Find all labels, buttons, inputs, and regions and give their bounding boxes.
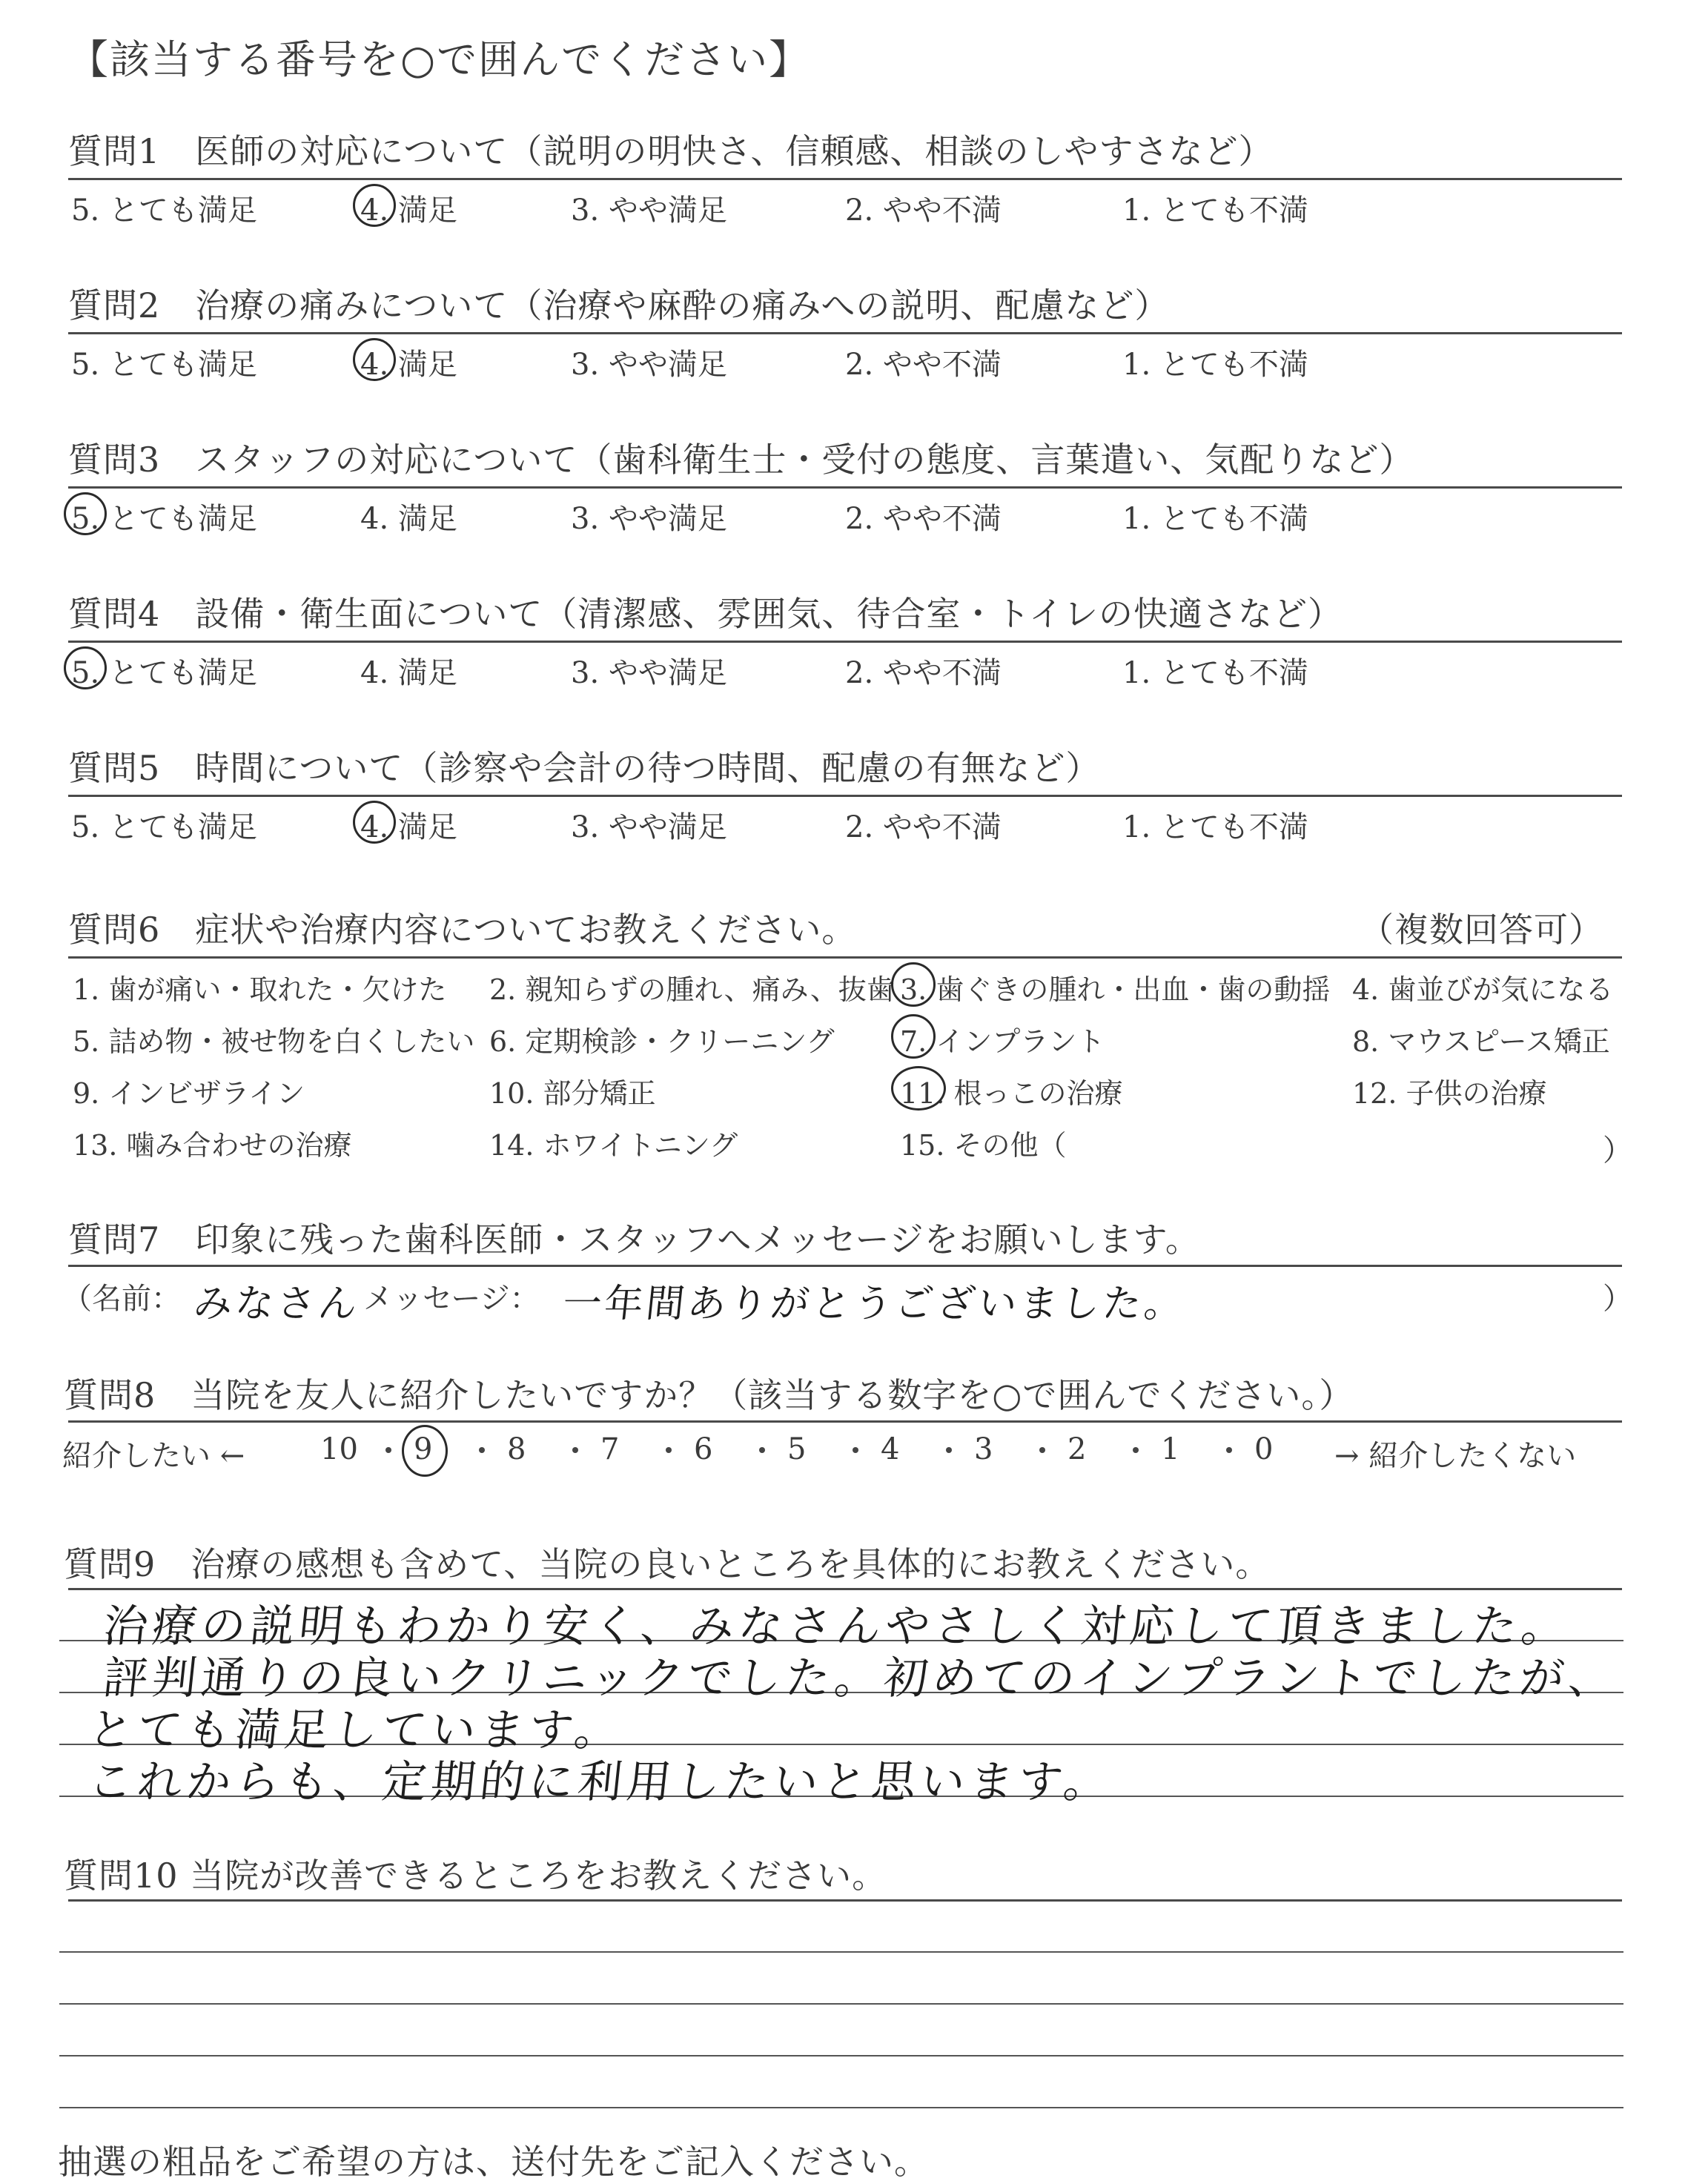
question-rule bbox=[68, 641, 1622, 643]
rating-option[interactable]: 2. やや不満 bbox=[845, 810, 1002, 844]
question-rule bbox=[68, 795, 1622, 797]
q9-answer-line[interactable]: これからも、定期的に利用したいと思います。 bbox=[85, 1756, 1116, 1808]
rating-option[interactable]: 1. とても不満 bbox=[1122, 656, 1308, 690]
q6-label: 質問6 症状や治療内容についてお教えください。 bbox=[68, 910, 857, 950]
q7-close: ） bbox=[1603, 1282, 1632, 1316]
q10-line[interactable] bbox=[59, 1951, 1623, 1953]
q8-scale-value[interactable]: 3 bbox=[974, 1432, 993, 1466]
q8-separator-dot bbox=[572, 1447, 578, 1453]
q6-option[interactable]: 7. インプラント bbox=[900, 1025, 1105, 1058]
q8-separator-dot bbox=[853, 1447, 858, 1453]
q7-rule bbox=[68, 1265, 1622, 1267]
question-rule bbox=[68, 178, 1622, 180]
rating-option[interactable]: 3. やや満足 bbox=[571, 502, 727, 536]
footer-cut-text: 抽選の粗品をご希望の方は、送付先をご記入ください。 bbox=[58, 2142, 929, 2182]
q7-label: 質問7 印象に残った歯科医師・スタッフへメッセージをお願いします。 bbox=[68, 1220, 1200, 1260]
selection-circle bbox=[891, 1014, 936, 1059]
q6-other-close: ） bbox=[1603, 1134, 1632, 1168]
q7-message-label: メッセージ： bbox=[363, 1282, 540, 1316]
q6-rule bbox=[68, 956, 1622, 959]
q6-option[interactable]: 1. 歯が痛い・取れた・欠けた bbox=[73, 973, 447, 1006]
q7-name-label: （名前： bbox=[62, 1282, 181, 1316]
q6-option[interactable]: 6. 定期検診・クリーニング bbox=[489, 1025, 835, 1058]
rating-option[interactable]: 3. やや満足 bbox=[571, 656, 727, 690]
rating-option[interactable]: 2. やや不満 bbox=[845, 348, 1002, 382]
q6-option[interactable]: 4. 歯並びが気になる bbox=[1352, 973, 1614, 1006]
q9-answer-line[interactable]: 治療の説明もわかり安く、みなさんやさしく対応して頂きました。 bbox=[100, 1601, 1573, 1652]
q10-line[interactable] bbox=[59, 2055, 1623, 2056]
q8-scale-value[interactable]: 5 bbox=[787, 1432, 807, 1466]
q8-scale-value[interactable]: 6 bbox=[694, 1432, 713, 1466]
rating-option[interactable]: 5. とても満足 bbox=[71, 348, 257, 382]
q8-scale-value[interactable]: 4 bbox=[881, 1432, 900, 1466]
q9-rule bbox=[68, 1588, 1622, 1590]
rating-option[interactable]: 1. とても不満 bbox=[1122, 502, 1308, 536]
selection-circle bbox=[891, 1066, 946, 1111]
q8-scale-value[interactable]: 9 bbox=[414, 1432, 433, 1466]
q6-option[interactable]: 14. ホワイトニング bbox=[489, 1129, 738, 1162]
rating-option[interactable]: 2. やや不満 bbox=[845, 656, 1002, 690]
q8-separator-dot bbox=[946, 1447, 952, 1453]
rating-option[interactable]: 3. やや満足 bbox=[571, 348, 727, 382]
q8-label: 質問8 当院を友人に紹介したいですか？（該当する数字を○で囲んでください。） bbox=[64, 1375, 1354, 1415]
q6-option[interactable]: 13. 噛み合わせの治療 bbox=[73, 1129, 352, 1162]
question-label: 質問4 設備・衛生面について（清潔感、雰囲気、待合室・トイレの快適さなど） bbox=[68, 594, 1343, 634]
rating-option[interactable]: 5. とても満足 bbox=[71, 502, 257, 536]
q8-right-label: → 紹介したくない bbox=[1334, 1439, 1577, 1473]
q8-separator-dot bbox=[759, 1447, 765, 1453]
rating-option[interactable]: 1. とても不満 bbox=[1122, 348, 1308, 382]
q6-option[interactable]: 15. その他（ bbox=[900, 1129, 1067, 1162]
selection-circle bbox=[64, 492, 107, 535]
q8-separator-dot bbox=[666, 1447, 672, 1453]
q8-left-label: 紹介したい ← bbox=[62, 1439, 245, 1473]
rating-option[interactable]: 1. とても不満 bbox=[1122, 810, 1308, 844]
q9-label: 質問9 治療の感想も含めて、当院の良いところを具体的にお教えください。 bbox=[64, 1544, 1271, 1584]
rating-option[interactable]: 2. やや不満 bbox=[845, 502, 1002, 536]
rating-option[interactable]: 3. やや満足 bbox=[571, 193, 727, 228]
q8-rule bbox=[68, 1420, 1622, 1423]
q8-scale-value[interactable]: 1 bbox=[1161, 1432, 1180, 1466]
q8-separator-dot bbox=[479, 1447, 485, 1453]
rating-option[interactable]: 5. とても満足 bbox=[71, 656, 257, 690]
q8-separator-dot bbox=[1133, 1447, 1139, 1453]
rating-option[interactable]: 4. 満足 bbox=[360, 502, 457, 536]
q6-option[interactable]: 3. 歯ぐきの腫れ・出血・歯の動揺 bbox=[900, 973, 1331, 1006]
rating-option[interactable]: 1. とても不満 bbox=[1122, 193, 1308, 228]
page-title: 【該当する番号を○で囲んでください】 bbox=[68, 36, 811, 83]
selection-circle bbox=[353, 338, 396, 381]
q10-rule bbox=[68, 1899, 1622, 1902]
q8-scale-value[interactable]: 0 bbox=[1254, 1432, 1274, 1466]
question-label: 質問5 時間について（診察や会計の待つ時間、配慮の有無など） bbox=[68, 748, 1101, 788]
q6-note: （複数回答可） bbox=[1360, 910, 1603, 950]
q7-message-value[interactable]: 一年間ありがとうございました。 bbox=[560, 1282, 1188, 1326]
q8-scale-value[interactable]: 8 bbox=[507, 1432, 526, 1466]
q7-name-value[interactable]: みなさん bbox=[191, 1282, 363, 1326]
question-rule bbox=[68, 486, 1622, 489]
question-label: 質問2 治療の痛みについて（治療や麻酔の痛みへの説明、配慮など） bbox=[68, 285, 1170, 325]
q6-option[interactable]: 5. 詰め物・被せ物を白くしたい bbox=[73, 1025, 475, 1058]
selection-circle bbox=[64, 646, 107, 689]
q9-answer-line[interactable]: 評判通りの良いクリニックでした。初めてのインプラントでしたが、 bbox=[100, 1652, 1621, 1704]
selection-circle bbox=[402, 1425, 448, 1477]
q6-option[interactable]: 9. インビザライン bbox=[73, 1077, 305, 1110]
q10-line[interactable] bbox=[59, 2107, 1623, 2108]
q6-option[interactable]: 10. 部分矯正 bbox=[489, 1077, 656, 1110]
rating-option[interactable]: 5. とても満足 bbox=[71, 810, 257, 844]
rating-option[interactable]: 5. とても満足 bbox=[71, 193, 257, 228]
q8-separator-dot bbox=[385, 1447, 391, 1453]
rating-option[interactable]: 4. 満足 bbox=[360, 348, 457, 382]
q10-label: 質問10 当院が改善できるところをお教えください。 bbox=[64, 1856, 887, 1896]
q6-option[interactable]: 8. マウスピース矯正 bbox=[1352, 1025, 1610, 1058]
q8-scale-value[interactable]: 2 bbox=[1068, 1432, 1087, 1466]
question-label: 質問3 スタッフの対応について（歯科衛生士・受付の態度、言葉遣い、気配りなど） bbox=[68, 440, 1414, 480]
q9-answer-line[interactable]: とても満足しています。 bbox=[85, 1704, 626, 1756]
rating-option[interactable]: 4. 満足 bbox=[360, 656, 457, 690]
rating-option[interactable]: 4. 満足 bbox=[360, 810, 457, 844]
q6-option[interactable]: 12. 子供の治療 bbox=[1352, 1077, 1547, 1110]
selection-circle bbox=[353, 801, 396, 844]
q8-scale-value[interactable]: 7 bbox=[600, 1432, 620, 1466]
q8-scale-value[interactable]: 10 bbox=[320, 1432, 358, 1466]
q8-separator-dot bbox=[1039, 1447, 1045, 1453]
selection-circle bbox=[353, 184, 396, 227]
q6-option[interactable]: 2. 親知らずの腫れ、痛み、抜歯 bbox=[489, 973, 895, 1006]
q8-separator-dot bbox=[1226, 1447, 1232, 1453]
q6-option[interactable]: 11. 根っこの治療 bbox=[900, 1077, 1123, 1110]
selection-circle bbox=[891, 962, 936, 1007]
question-rule bbox=[68, 332, 1622, 334]
q10-line[interactable] bbox=[59, 2003, 1623, 2005]
rating-option[interactable]: 2. やや不満 bbox=[845, 193, 1002, 228]
rating-option[interactable]: 3. やや満足 bbox=[571, 810, 727, 844]
rating-option[interactable]: 4. 満足 bbox=[360, 193, 457, 228]
question-label: 質問1 医師の対応について（説明の明快さ、信頼感、相談のしやすさなど） bbox=[68, 131, 1274, 171]
